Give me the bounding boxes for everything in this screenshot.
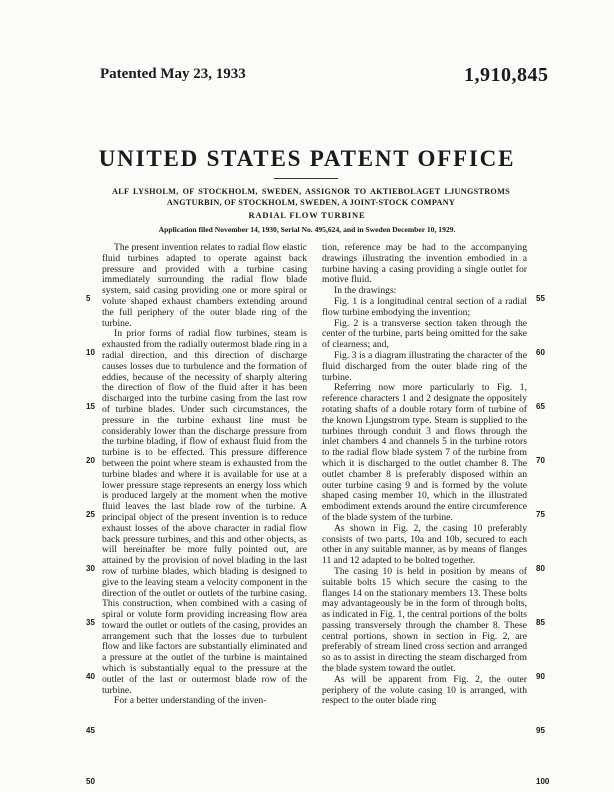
line-number: 10 [86,348,95,357]
inventor-assignee-line: ALF LYSHOLM, OF STOCKHOLM, SWEDEN, ASSIGNOR TO AKTIEBOLAGET LJUNGSTROMS ANGTURBIN, OF STOCKHOLM, SWEDEN, A JOINT-STOCK COMPANY [112,187,510,207]
line-number: 100 [536,777,550,786]
line-number: 60 [536,348,545,357]
line-number: 25 [86,510,95,519]
paragraph: As will be apparent from Fig. 2, the outer periphery of the volute casing 10 is arranged, with respect to the outer blade ring [322,673,527,707]
paragraph: tion, reference may be had to the accompanying drawings illustrating the invention embodied in a turbine having a casing providing a single outlet for motive fluid. [322,242,527,286]
patent-number: 1,910,845 [464,64,549,86]
line-number: 5 [86,294,91,303]
line-number: 40 [86,672,95,681]
patent-title: RADIAL FLOW TURBINE [248,210,366,220]
paragraph: The present invention relates to radial flow elastic fluid turbines adapted to operate against back pressure and provided with a turbine casing immediately surrounding the radial flow blade system, said casing providing one or more spiral or volute shaped exhaust chambers extending around the full periphery of the outer blade ring of the turbine. [102,242,307,329]
paragraph: Fig. 3 is a diagram illustrating the character of the fluid discharged from the outer blade ring of the turbine. [322,349,527,383]
left-text-column [102,243,307,707]
line-number: 30 [86,564,95,573]
paragraph: In the drawings: [334,285,397,297]
paragraph: Fig. 1 is a longitudinal central section of a radial flow turbine embodying the invention; [322,295,527,318]
paragraph: For a better understanding of the inven- [114,695,267,707]
line-number: 65 [536,402,545,411]
paragraph: The casing 10 is held in position by means of suitable bolts 15 which secure the casing to the flanges 14 on the stationary members 13. These bolts may advantageously be in the form of through bolts, as indicated in Fig. 1, the central portions of the bolts passing transversely through the chamber 8. These central portions, shown in section in Fig. 2, are preferably of stream lined cross section and arranged so as to assist in directing the steam discharged from the blade system toward the outlet. [322,565,527,675]
line-number: 45 [86,726,95,735]
paragraph: As shown in Fig. 2, the casing 10 preferably consists of two parts, 10a and 10b, secured to each other in any suitable manner, as by means of flanges 11 and 12 adapted to be bolted together. [322,522,527,567]
line-number: 50 [86,777,95,786]
line-number: 55 [536,294,545,303]
line-number: 85 [536,618,545,627]
right-text-column [322,243,527,707]
line-number: 90 [536,672,545,681]
line-number: 75 [536,510,545,519]
line-number: 15 [86,402,95,411]
paragraph: Referring now more particularly to Fig. 1, reference characters 1 and 2 designate the oppositely rotating shafts of a double rotary form of turbine of the known Ljungstrom type. Steam is supplied to the turbines through conduit 3 and flows through the inlet chambers 4 and channels 5 in the turbine rotors to the radial flow blade system 7 of the turbine from which it is discharged to the outlet chamber 8. The outlet chamber 8 is preferably disposed within an outer turbine casing 9 and is formed by the volute shaped casing member 10, which in the illustrated embodiment extends around the entire circumference of the blade system of the turbine. [322,382,527,523]
heading-divider [274,178,338,179]
paragraph: In prior forms of radial flow turbines, steam is exhausted from the radially outermost blade ring in a radial direction, and this direction of discharge causes losses due to turbulence and the formation of eddies, because of the necessity of sharply altering the direction of flow of the fluid after it has been discharged into the turbine casing from the last row of turbine blades. Under such circumstances, the pressure in the turbine exhaust line must be considerably lower than the discharge pressure from the turbine blading, if flow of exhaust fluid from the turbine is to be effected. This pressure difference between the point where steam is exhausted from the turbine blades and where it is available for use at a lower pressure stage represents an energy loss which is produced largely at the moment when the motive fluid leaves the last blade row of the turbine. A principal object of the present invention is to reduce exhaust losses of the above character in radial flow back pressure turbines, and this and other objects, as will hereinafter be more fully pointed out, are attained by the provision of novel blading in the last row of turbine blades, which blading is designed to give to the leaving steam a velocity component in the direction of the outlet or outlets of the turbine casing. This construction, when combined with a casing of spiral or volute form providing increasing flow area toward the outlet or outlets of the casing, provides an arrangement such that the losses due to turbulent flow and like factors are substantially eliminated and a pressure at the outlet of the turbine is maintained which is substantially equal to the pressure at the outlet of the last or outermost blade row of the turbine. [102,328,307,696]
line-number: 70 [536,456,545,465]
office-heading: UNITED STATES PATENT OFFICE [98,146,516,171]
line-number: 80 [536,564,545,573]
line-number: 35 [86,618,95,627]
application-line: Application filed November 14, 1930, Serial No. 495,624, and in Sweden December 10, 1929. [158,225,456,234]
line-number: 20 [86,456,95,465]
line-number: 95 [536,726,545,735]
paragraph: Fig. 2 is a transverse section taken through the center of the turbine, parts being omitted for the sake of clearness; and, [322,317,527,351]
patented-date: Patented May 23, 1933 [100,66,246,82]
